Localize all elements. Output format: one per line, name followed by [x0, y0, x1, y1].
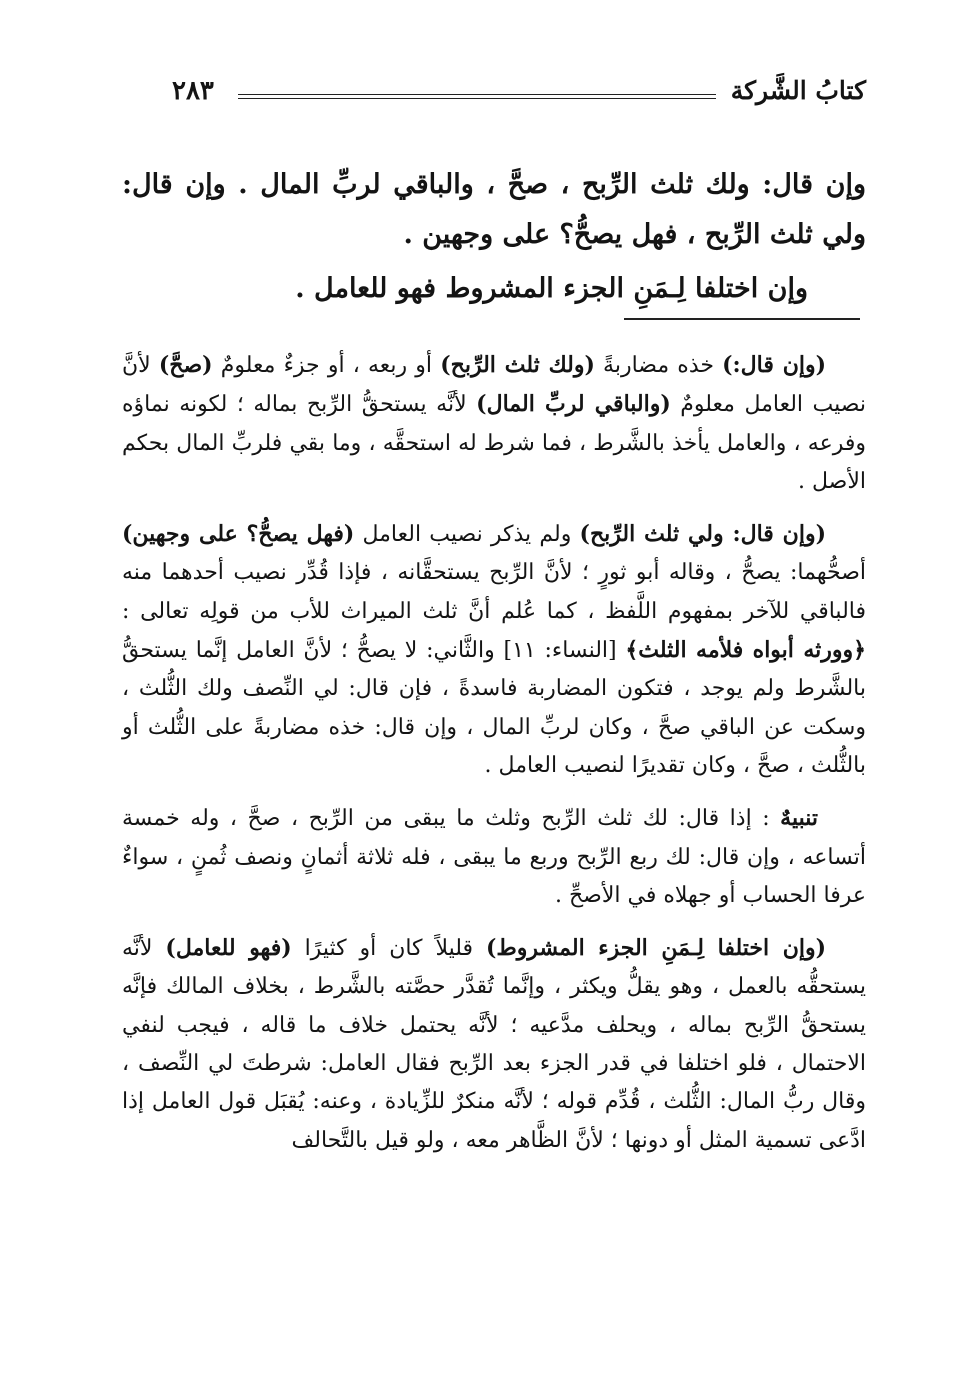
commentary	[122, 346, 866, 1160]
quoted-text: (وإن اختلفا لِـمَنِ الجزء المشروط)	[486, 935, 827, 962]
page-number: ٢٨٣	[172, 76, 214, 106]
note-paragraph	[122, 799, 866, 915]
quoted-text: (صحَّ)	[158, 352, 213, 378]
note-text: : إذا قال: لك ثلث الرِّبح وثلث ما يبقى من الرِّبح ، صحَّ ، وله خمسة أتساعه ، وإن قال: لك ربع الرِّبح وربع ما يبقى ، فله ثلاثة أثمانٍ ونصف ثُمنٍ ، سواءٌ عرفا الحساب أو جهلاه في الأصحِّ .	[122, 806, 866, 908]
commentary-text: لأنَّه يستحقُّ الرِّبح بماله ؛ لكونه نماؤه وفرعه ، والعامل يأخذ بالشَّرط ، فما شرط له استحقَّه ، وما بقي فلربِّ المال بحكم الأصل .	[122, 392, 866, 494]
quran-verse: ﴿وورثه أبواه فلأمه الثلث﴾	[625, 637, 867, 664]
commentary-paragraph-2	[122, 515, 866, 785]
commentary-text: لأنَّ نصيب العامل معلومٌ	[122, 353, 867, 418]
commentary-text: خذه مضاربةً	[594, 353, 723, 378]
quoted-text: (وإن قال:)	[722, 352, 827, 378]
main-text	[122, 160, 866, 314]
commentary-text: [النساء: ١١] والثَّاني: لا يصحُّ ؛ لأنَّ العامل إنَّما يستحقُّ بالشَّرط ولم يوجد ، فتكون المضاربة فاسدةً ، فإن قال: لي النِّصف ولك الثُّلث ، وسكت عن الباقي صحَّ ، وكان لربِّ المال ، وإن قال: خذه مضاربةً على الثُّلث أو بالثُّلث ، صحَّ ، وكان تقديرًا لنصيب العامل .	[122, 638, 866, 778]
page-header	[172, 76, 866, 116]
main-text-paragraph-1: وإن قال: ولك ثلث الرِّبح ، صحَّ ، والباقي لربِّ المال . وإن قال: ولي ثلث الرِّبح ، فهل يصحُّ؟ على وجهين .	[122, 169, 866, 250]
commentary-paragraph-1	[122, 346, 866, 501]
commentary-text: أصحُّهما: يصحُّ ، وقاله أبو ثورٍ ؛ لأنَّ الرِّبح يستحقَّانه ، فإذا قُدِّر نصيب أحدهما منه فالباقي للآخر بمفهوم اللَّفظ ، كما عُلم أنَّ ثلث الميراث للأب من قولِه تعالى :	[122, 560, 866, 624]
commentary-text: لأنَّه يستحقُّه بالعمل ، وهو يقلُّ ويكثر ، وإنَّما تُقدَّر حصَّته بالشَّرط ، بخلاف المالك فإنَّه يستحقُّ الرِّبح بماله ، ويحلف مدَّعيه ؛ لأنَّه يحتمل خلاف ما قاله ، فيجب لنفي الاحتمال ، فلو اختلفا في قدر الجزء بعد الرِّبح فقال العامل: شرطتَ لي النِّصف ، وقال ربُّ المال: الثُّلث ، قُدِّم قوله ؛ لأنَّه منكرٌ للزِّيادة ، وعنه: يُقبَل قول العامل إذا ادَّعى تسمية المثل أو دونها ؛ لأنَّ الظَّاهر معه ، ولو قيل بالتَّحالف	[122, 936, 866, 1153]
quoted-text: (ولك ثلث الرِّبح)	[440, 352, 595, 378]
commentary-text: قليلاً كان أو كثيرًا	[291, 936, 486, 962]
commentary-text: أو ربعه ، أو جزءٌ معلومٌ	[212, 353, 441, 378]
quoted-text: (فهو للعامل)	[165, 935, 292, 962]
footnote-separator	[624, 318, 860, 320]
quoted-text: (وإن قال: ولي ثلث الرِّبح)	[579, 521, 826, 548]
quoted-text: (فهل يصحُّ؟ على وجهين)	[122, 521, 355, 548]
header-rule	[238, 94, 716, 99]
book-title: كتابُ الشَّركة	[730, 76, 866, 105]
main-text-paragraph-2: وإن اختلفا لِـمَنِ الجزء المشروط فهو للعامل .	[295, 273, 808, 304]
note-label: تنبيهٌ	[780, 805, 818, 832]
commentary-paragraph-3	[122, 929, 866, 1160]
quoted-text: (والباقي لربِّ المال)	[476, 391, 671, 418]
commentary-text: ولم يذكر نصيب العامل	[354, 522, 580, 548]
